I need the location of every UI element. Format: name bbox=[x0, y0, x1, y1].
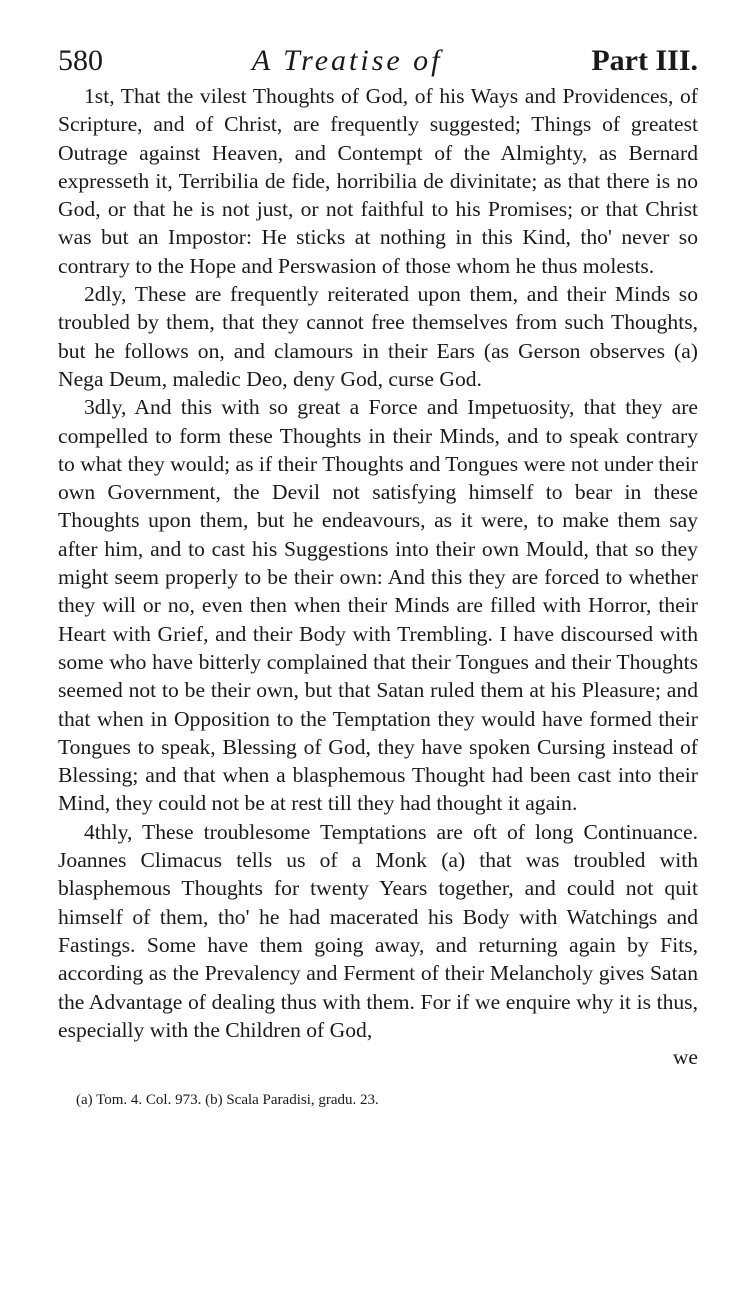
paragraph-third: 3dly, And this with so great a Force and Impetuosity, that they are compelled to form these Thoughts in their Minds, and to speak contrary to what they would; as if their Thoughts and Tongues were not under their own Government, the Devil not satisfying himself to bear in these Thoughts upon them, but he endeavours, as it were, to make them say after him, and to cast his Suggestions into their own Mould, that so they might seem properly to be their own: And this they are forced to whether they will or no, even then when their Minds are filled with Horror, their Heart with Grief, and their Body with Trembling. I have discoursed with some who have bitterly complained that their Tongues and their Thoughts seemed not to be their own, but that Satan ruled them at his Pleasure; and that when in Opposition to the Temptation they would have formed their Tongues to speak, Blessing of God, they have spoken Cursing instead of Blessing; and that when a blasphemous Thought had been cast into their Mind, they could not be at rest till they had thought it again. bbox=[58, 395, 698, 816]
part-label: Part III. bbox=[591, 44, 698, 77]
paragraph-first: 1st, That the vilest Thoughts of God, of his Ways and Providences, of Scripture, and of Christ, are frequently suggested; Things of greatest Outrage against Heaven, and Contempt of the Almighty, as Bernard expresseth it, Terribilia de fide, horribilia de divinitate; as that there is no God, or that he is not just, or not faithful to his Promises; or that Christ was but an Impostor: He sticks at nothing in this Kind, tho' never so contrary to the Hope and Perswasion of those whom he thus molests. bbox=[58, 84, 698, 278]
page-number: 580 bbox=[58, 44, 103, 77]
footnote: (a) Tom. 4. Col. 973. (b) Scala Paradisi, gradu. 23. bbox=[76, 1092, 379, 1109]
main-text bbox=[58, 82, 698, 1044]
paragraph-fourth: 4thly, These troublesome Temptations are oft of long Continuance. Joannes Climacus tells us of a Monk (a) that was troubled with blasphemous Thoughts for twenty Years together, and could not quit himself of them, tho' he had macerated his Body with Watchings and Fastings. Some have them going away, and returning again by Fits, according as the Prevalency and Ferment of their Melancholy gives Satan the Advantage of dealing thus with them. For if we enquire why it is thus, especially with the Children of God, bbox=[58, 819, 698, 1042]
running-title: A Treatise of bbox=[251, 44, 443, 77]
paragraph-second: 2dly, These are frequently reiterated upon them, and their Minds so troubled by them, that they cannot free themselves from such Thoughts, but he follows on, and clamours in their Ears (as Gerson observes (a) Nega Deum, maledic Deo, deny God, curse God. bbox=[58, 282, 698, 391]
running-header bbox=[58, 44, 698, 84]
catchword: we bbox=[672, 1045, 698, 1070]
